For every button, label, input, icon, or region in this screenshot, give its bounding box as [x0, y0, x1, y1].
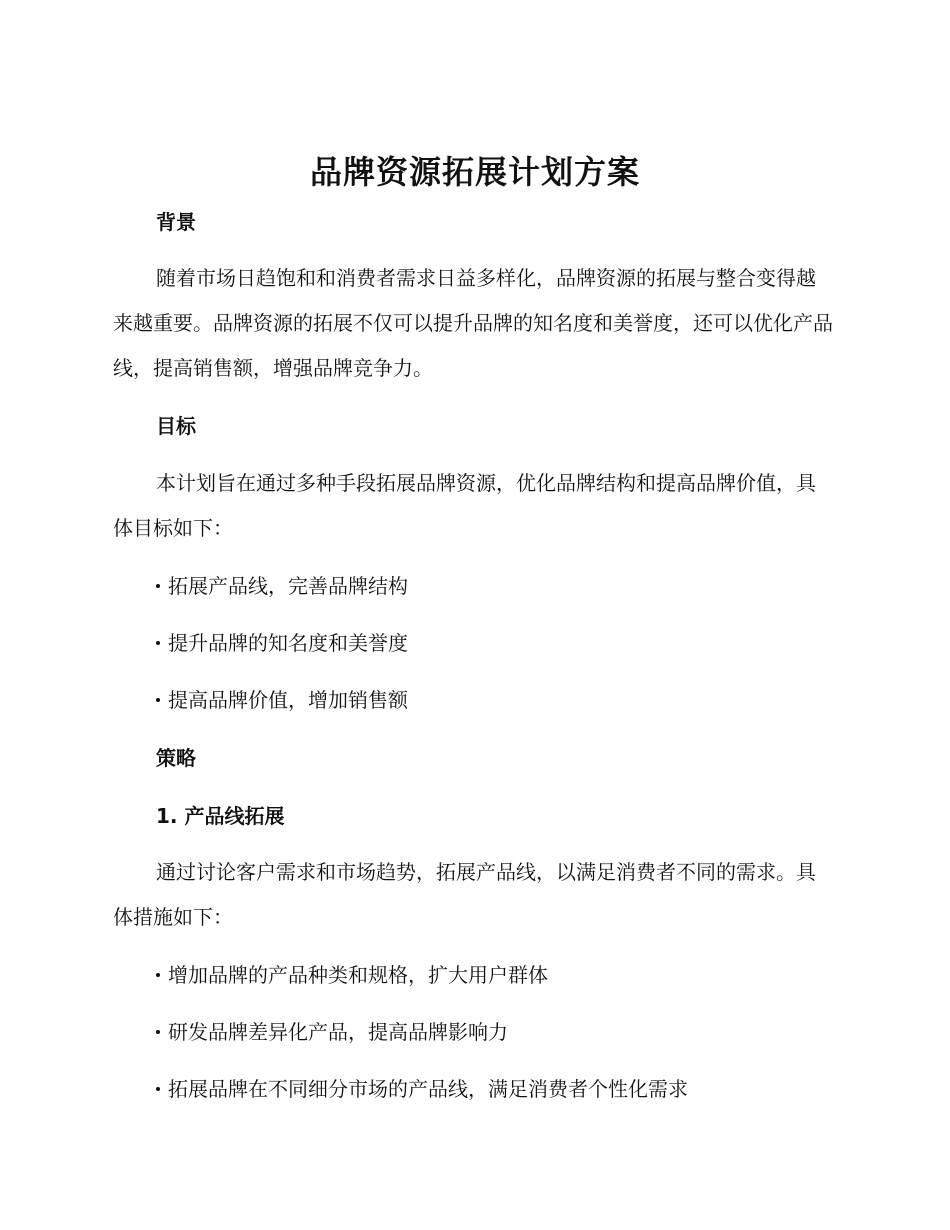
bullet-text: 提升品牌的知名度和美誉度	[168, 631, 408, 655]
product-line-bullet-3	[156, 1074, 688, 1104]
goals-bullet-2	[156, 628, 408, 658]
product-line-bullet-1	[156, 960, 548, 990]
bullet-text: 拓展产品线，完善品牌结构	[168, 574, 408, 598]
background-paragraph: 随着市场日趋饱和和消费者需求日益多样化，品牌资源的拓展与整合变得越来越重要。品牌资源的拓展不仅可以提升品牌的知名度和美誉度，还可以优化产品线，提高销售额，增强品牌竞争力。	[113, 266, 833, 380]
bullet-text: 提高品牌价值，增加销售额	[168, 688, 408, 712]
bullet-dot-icon	[156, 1087, 160, 1091]
bullet-dot-icon	[156, 1030, 160, 1034]
document-title: 品牌资源拓展计划方案	[309, 153, 640, 191]
product-line-paragraph: 通过讨论客户需求和市场趋势，拓展产品线，以满足消费者不同的需求。具体措施如下：	[113, 860, 816, 929]
subsection-heading-product-line: 1. 产品线拓展	[156, 804, 285, 828]
bullet-text: 研发品牌差异化产品，提高品牌影响力	[168, 1020, 508, 1044]
goals-paragraph: 本计划旨在通过多种手段拓展品牌资源，优化品牌结构和提高品牌价值，具体目标如下：	[113, 471, 816, 540]
bullet-text: 拓展品牌在不同细分市场的产品线，满足消费者个性化需求	[168, 1077, 688, 1101]
bullet-dot-icon	[156, 973, 160, 977]
bullet-text: 增加品牌的产品种类和规格，扩大用户群体	[168, 963, 548, 987]
bullet-dot-icon	[156, 641, 160, 645]
goals-bullet-3	[156, 685, 408, 715]
goals-bullet-1	[156, 571, 408, 601]
bullet-dot-icon	[156, 698, 160, 702]
bullet-dot-icon	[156, 584, 160, 588]
section-heading-background: 背景	[156, 210, 196, 234]
section-heading-strategy: 策略	[156, 746, 196, 770]
section-heading-goals: 目标	[156, 414, 196, 438]
product-line-bullet-2	[156, 1017, 508, 1047]
